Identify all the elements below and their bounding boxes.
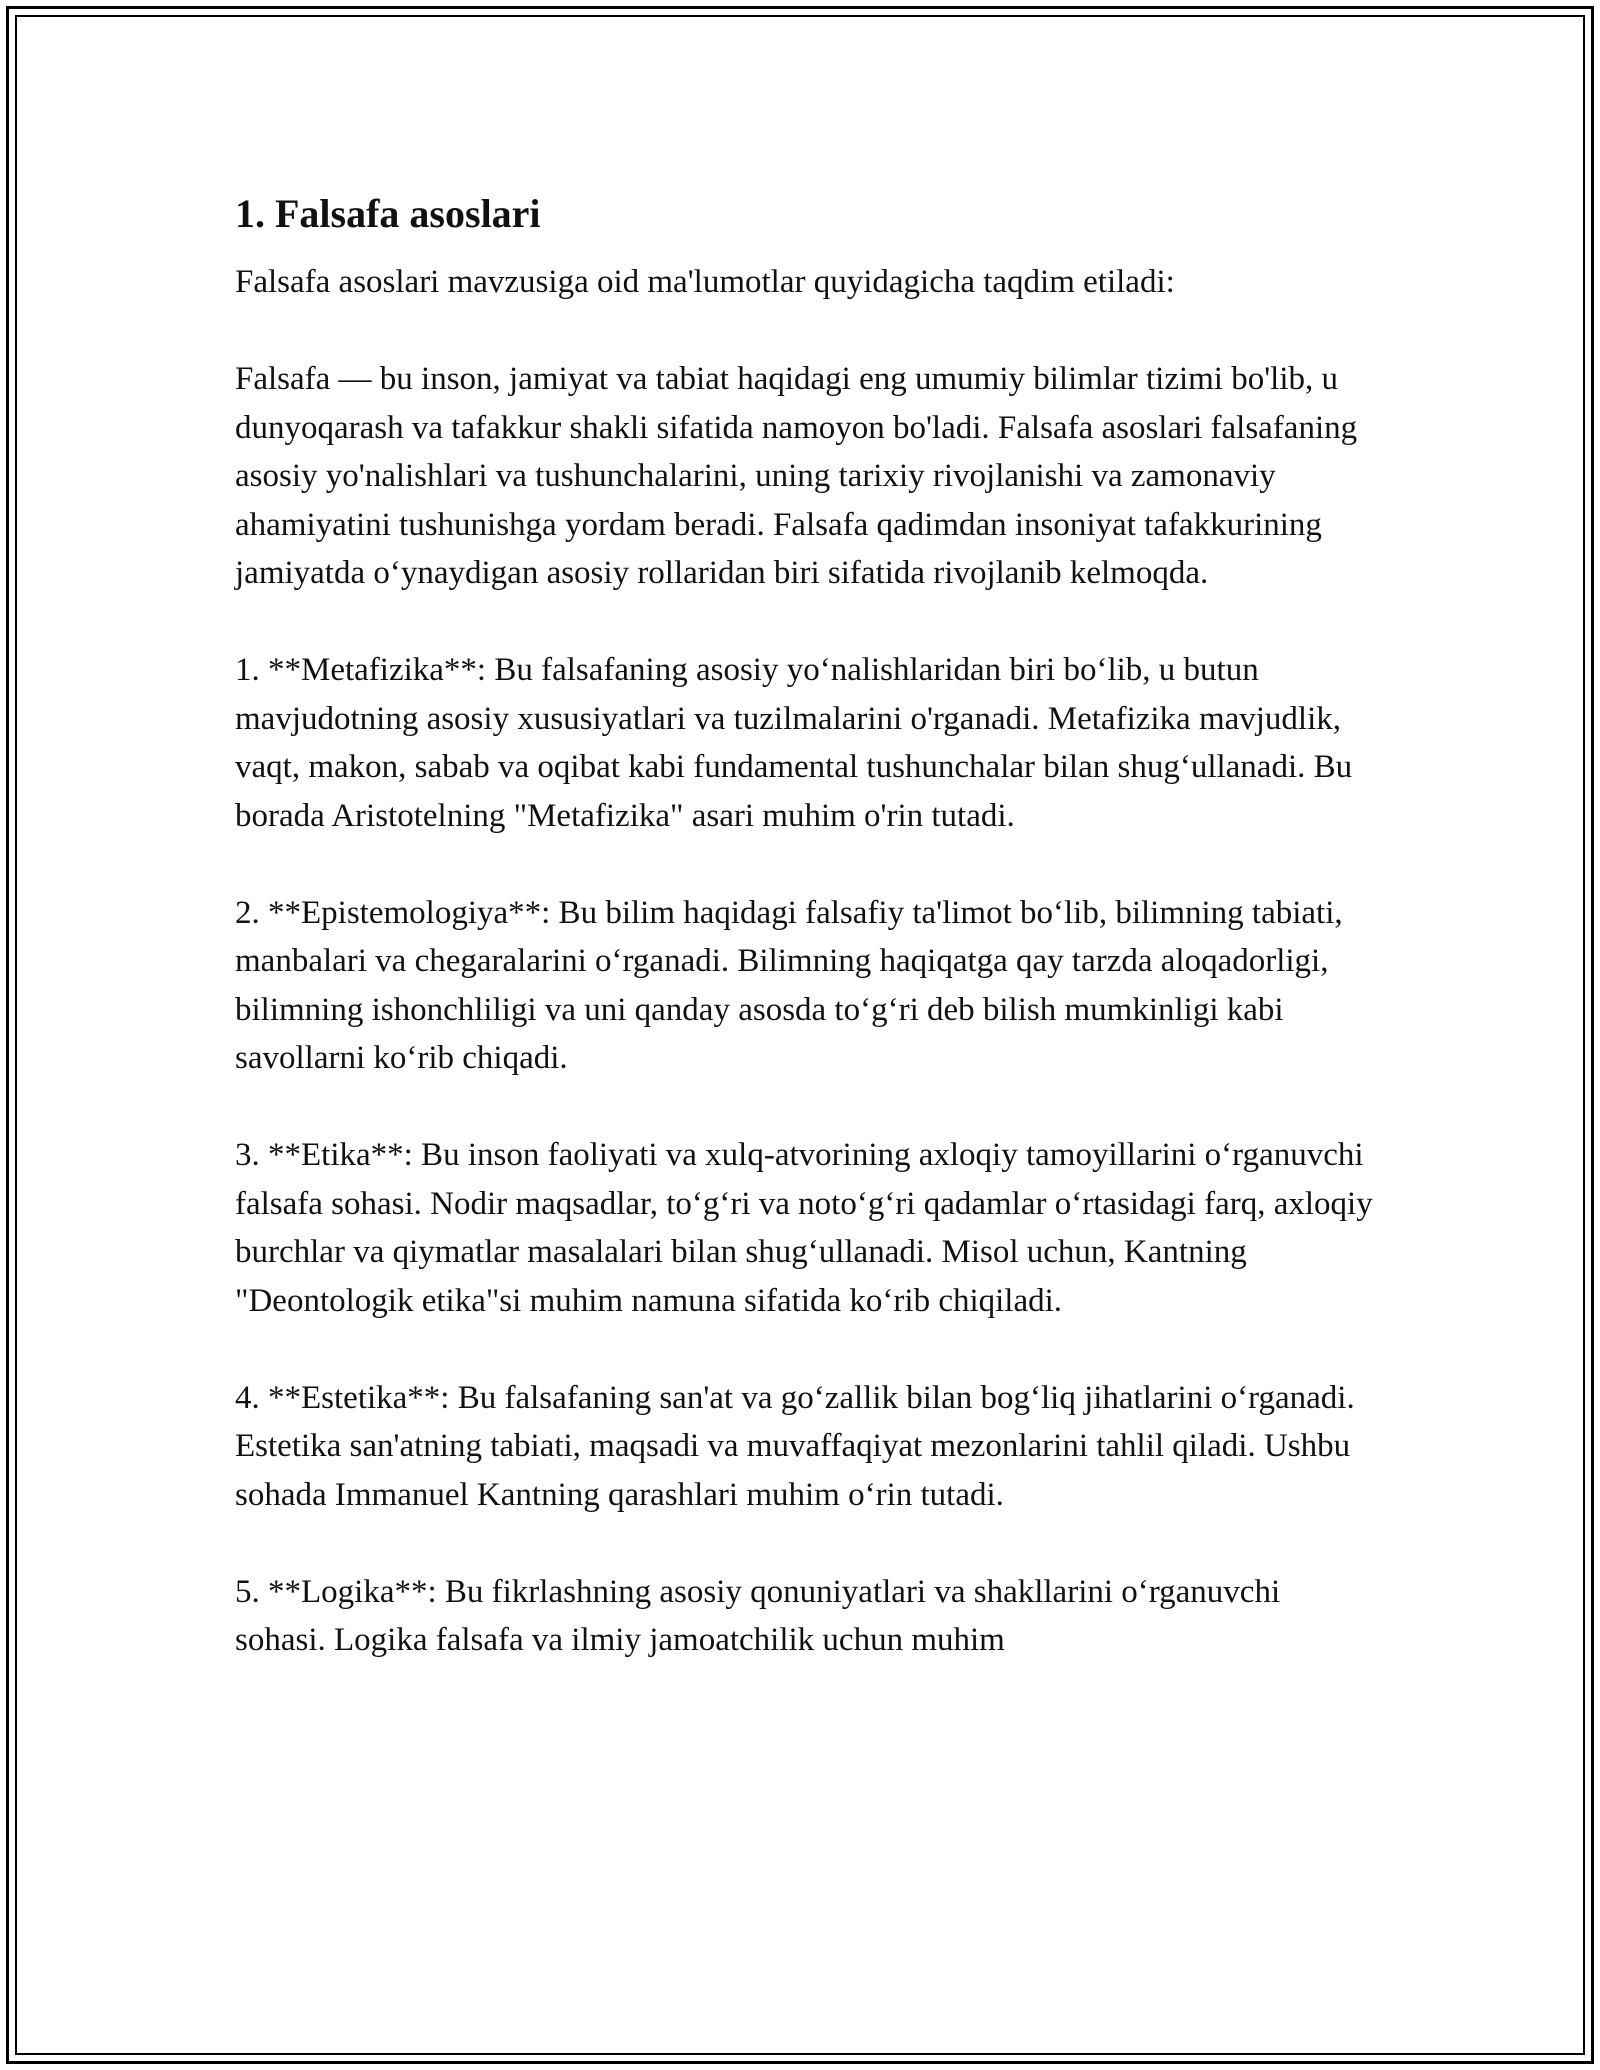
paragraph-estetika: 4. **Estetika**: Bu falsafaning san'at va goʻzallik bilan bogʻliq jihatlarini oʻrganadi. Estetika san'atning tabiati, maqsadi va muvaffaqiyat mezonlarini tahlil qiladi. Ushbu sohada Immanuel Kantning qarashlari muhim oʻrin tutadi. <box>235 1379 1355 1513</box>
paragraph-etika: 3. **Etika**: Bu inson faoliyati va xulq-atvorining axloqiy tamoyillarini oʻrganuvchi falsafa sohasi. Nodir maqsadlar, toʻgʻri va notoʻgʻri qadamlar oʻrtasidagi farq, axloqiy burchlar va qiymatlar masalalari bilan shugʻullanadi. Misol uchun, Kantning "Deontologik etika"si muhim namuna sifatida koʻrib chiqiladi. <box>235 1137 1373 1319</box>
document-title: 1. Falsafa asoslari <box>235 191 541 236</box>
intro-paragraph: Falsafa asoslari mavzusiga oid ma'lumotlar quyidagicha taqdim etiladi: <box>235 264 1175 300</box>
paragraph-metafizika: 1. **Metafizika**: Bu falsafaning asosiy yoʻnalishlaridan biri boʻlib, u butun mavjudotning asosiy xususiyatlari va tuzilmalarini o'rganadi. Metafizika mavjudlik, vaqt, makon, sabab va oqibat kabi fundamental tushunchalar bilan shugʻullanadi. Bu borada Aristotelning "Metafizika" asari muhim o'rin tutadi. <box>235 652 1353 834</box>
paragraph-epistemologiya: 2. **Epistemologiya**: Bu bilim haqidagi falsafiy ta'limot boʻlib, bilimning tabiati, manbalari va chegaralarini oʻrganadi. Bilimning haqiqatga qay tarzda aloqadorligi, bilimning ishonchliligi va uni qanday asosda toʻgʻri deb bilish mumkinligi kabi savollarni koʻrib chiqadi. <box>235 894 1343 1076</box>
paragraph-logika: 5. **Logika**: Bu fikrlashning asosiy qonuniyatlari va shakllarini oʻrganuvchi sohasi. Logika falsafa va ilmiy jamoatchilik uchun muhim <box>235 1573 1281 1658</box>
paragraph-definition: Falsafa — bu inson, jamiyat va tabiat haqidagi eng umumiy bilimlar tizimi bo'lib, u dunyoqarash va tafakkur shakli sifatida namoyon bo'ladi. Falsafa asoslari falsafaning asosiy yo'nalishlari va tushunchalarini, uning tarixiy rivojlanishi va zamonaviy ahamiyatini tushunishga yordam beradi. Falsafa qadimdan insoniyat tafakkurining jamiyatda oʻynaydigan asosiy rollaridan biri sifatida rivojlanib kelmoqda. <box>235 361 1358 591</box>
document-body <box>235 186 1375 1665</box>
